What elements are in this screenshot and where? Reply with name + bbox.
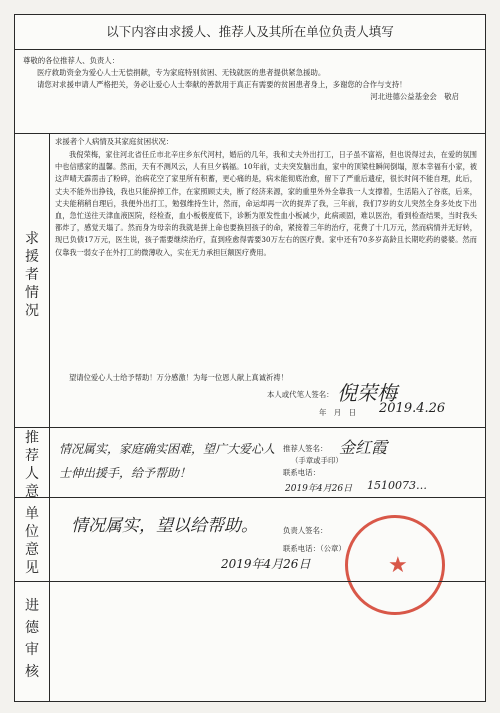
recommender-signature: 金红霞 xyxy=(339,438,388,457)
divider xyxy=(15,427,485,428)
section-label-unit: 单 位 意 见 xyxy=(25,506,39,576)
unit-phone-label: 联系电话：（公章） xyxy=(283,544,346,553)
situation-sign-label: 本人或代笔人签名： xyxy=(267,390,334,399)
situation-paragraph1: 我倪荣梅，家住河北省任丘市北辛庄乡东代河村，婚后的几年，我和丈夫外出打工，日子虽不富裕，但也说得过去，在爱的氛围中也信感家的温馨。然而，天有不测风云，人有旦夕祸福。10年前，丈夫突发脑出血，家中的顶梁柱瞬间倒塌，原本幸福有小家，被这声晴天霹雳击了粉碎，治病花空了家里所有积蓄，更心痛的是，病未能彻底治愈，留下了严重后遗症，很长时间不能自理，此后，丈夫不能外出挣钱，我也只能辞掉工作，在家照顾丈夫，断了经济来源，家的重里外外全靠我一人支撑着，生活陷入了谷底，后来，丈夫能稍稍自理后，我便外出打工，勉强维持生计，然而，命运却再一次的捉弄了我，三年前，我们7岁的女儿突然全身多处皮下出血，急忙送往天津血液医院，经检查，血小板极度低下，诊断为原发性血小板减少，此病顽固，难以医治，看到检查结果，当时我头都炸了，感觉天塌了。然而身为母亲的我就是拼上命也要换回孩子的命，紧接着三年的治疗，花费了十几万元，然而病情并无好转，现已负债17万元，医生说，孩子需要继续治疗，直到痊愈得需要30万左右的医疗费。家中还有70多岁高龄且长期吃药的婆婆。然而仅靠我一弱女子在外打工的微薄收入，实在无力承担巨额医疗费用。 xyxy=(55,150,477,257)
seal-star-icon: ★ xyxy=(388,553,408,578)
recommender-date: 2019年4月26日 xyxy=(285,484,353,494)
section-label-recommender: 推 荐 人 意 xyxy=(25,430,39,500)
form-header-title: 以下内容由求援人、推荐人及其所在单位负责人填写 xyxy=(106,24,394,39)
label-column-divider xyxy=(49,133,50,701)
unit-sign-label: 负责人签名： xyxy=(283,526,328,535)
situation-paragraph2: 望请位爱心人士给予帮助！万分感激！为每一位恩人献上真诚祈祷！ xyxy=(69,373,288,382)
divider xyxy=(15,581,485,582)
recommender-phone: 1510073… xyxy=(367,479,427,492)
recommender-opinion: 情况属实，家庭确实困难，望广大爱心人士伸出援手，给予帮助！ xyxy=(59,442,276,480)
intro-line1: 医疗救助资金为爱心人士无偿捐献，专为家庭特别贫困、无钱就医的患者提供紧急援助。 xyxy=(37,68,326,77)
recommender-phone-label: 联系电话： xyxy=(283,468,320,477)
section-label-situation: 求 援 者 情 况 xyxy=(25,231,39,319)
divider xyxy=(15,133,485,134)
application-form xyxy=(14,14,486,702)
intro-salutation: 尊敬的各位推荐人、负责人： xyxy=(23,56,120,65)
review-area xyxy=(55,587,477,697)
situation-heading: 求援者个人病情及其家庭贫困状况： xyxy=(55,137,174,146)
recommender-sign-label: 推荐人签名： xyxy=(283,444,328,453)
unit-opinion: 情况属实，望以给帮助。 xyxy=(71,516,258,536)
situation-date: 2019.4.26 xyxy=(379,401,446,416)
intro-block xyxy=(23,55,477,103)
divider xyxy=(15,49,485,50)
situation-date-label: 年 月 日 xyxy=(319,408,356,417)
intro-sign: 河北进德公益基金会 敬启 xyxy=(370,92,459,101)
unit-date: 2019年4月26日 xyxy=(221,557,311,571)
divider xyxy=(15,497,485,498)
recommender-sign-note: （手章或手印） xyxy=(291,456,343,465)
situation-signature: 倪荣梅 xyxy=(337,381,397,405)
section-label-review: 进 德 审 核 xyxy=(25,598,39,680)
intro-line2: 请您对求援申请人严格把关，务必让爱心人士奉献的善款用于真正有需要的贫困患者身上，多谢您的合作与支持！ xyxy=(37,80,407,89)
